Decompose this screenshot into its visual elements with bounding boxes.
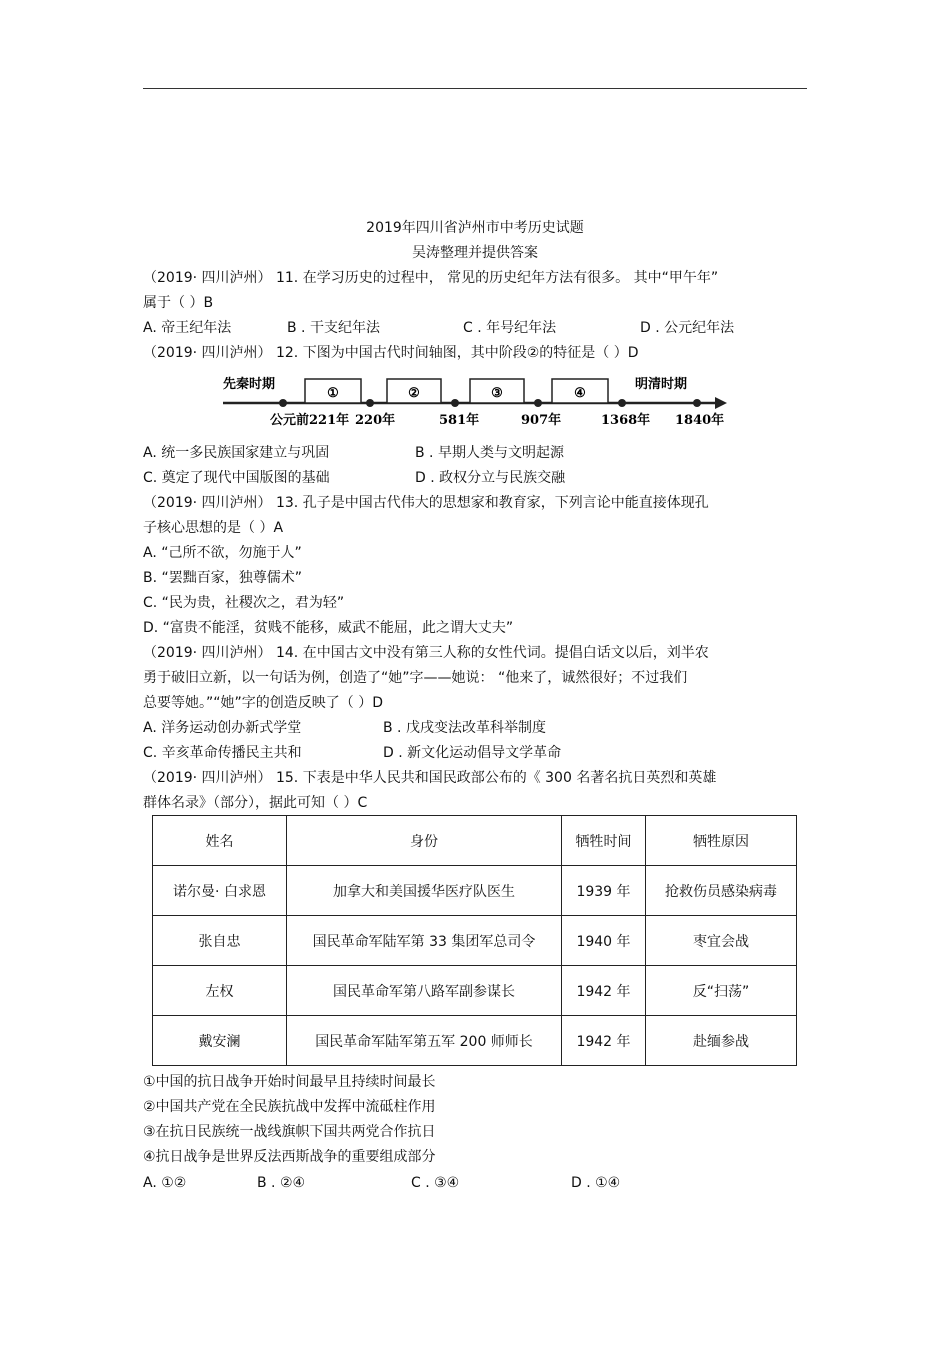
table-header: 身份 xyxy=(287,816,562,866)
timeline-tick-dot xyxy=(693,399,701,407)
timeline-tick-dot xyxy=(534,399,542,407)
table-row xyxy=(153,866,797,916)
q12-stem-line1: （2019· 四川泸州） 12. 下图为中国古代时间轴图，其中阶段②的特征是（ ）D xyxy=(143,345,639,361)
timeline-stage-2: ② xyxy=(408,386,420,401)
table-cell: 1942 年 xyxy=(562,1016,646,1066)
q13-stem-line1: （2019· 四川泸州） 13. 孔子是中国古代伟大的思想家和教育家，下列言论中能直接体现孔 xyxy=(143,495,709,511)
table-row xyxy=(153,1016,797,1066)
table-cell: 反“扫荡” xyxy=(646,966,797,1016)
table-cell: 1939 年 xyxy=(562,866,646,916)
table-cell: 国民革命军第八路军副参谋长 xyxy=(287,966,562,1016)
q11-stem-line2: 属于（ ）B xyxy=(143,295,214,311)
timeline-arrow xyxy=(715,397,727,409)
q13-option-c: C. “民为贵，社稷次之，君为轻” xyxy=(143,595,345,611)
timeline-tick-label: 1368年 xyxy=(601,413,651,428)
q14-stem-line2: 勇于破旧立新，以一句话为例，创造了“她”字——她说： “他来了，诚然很好；不过我们 xyxy=(143,670,688,686)
q15-stem-line2: 群体名录》（部分），据此可知（ ）C xyxy=(143,795,368,811)
q11-option-d: D . 公元纪年法 xyxy=(640,320,735,336)
q12-option-b: B . 早期人类与文明起源 xyxy=(415,445,564,461)
table-row xyxy=(153,966,797,1016)
q14-option-d: D . 新文化运动倡导文学革命 xyxy=(383,745,562,761)
table-cell: 1942 年 xyxy=(562,966,646,1016)
heroes-table xyxy=(152,815,797,1066)
timeline-tick-dot xyxy=(618,399,626,407)
table-cell: 诺尔曼· 白求恩 xyxy=(153,866,287,916)
q14-option-a: A. 洋务运动创办新式学堂 xyxy=(143,720,302,736)
timeline-tick-dot xyxy=(366,399,374,407)
q15-option-d: D . ①④ xyxy=(571,1175,621,1191)
timeline-tick-label: 公元前221年 xyxy=(270,413,350,428)
q15-statement-3: ③在抗日民族统一战线旗帜下国共两党合作抗日 xyxy=(143,1124,436,1140)
table-cell: 赴缅参战 xyxy=(646,1016,797,1066)
table-cell: 枣宜会战 xyxy=(646,916,797,966)
table-cell: 国民革命军陆军第 33 集团军总司令 xyxy=(287,916,562,966)
q13-option-a: A. “己所不欲，勿施于人” xyxy=(143,545,302,561)
timeline-tick-dot xyxy=(451,399,459,407)
table-header-row xyxy=(153,816,797,866)
table-cell: 1940 年 xyxy=(562,916,646,966)
q14-stem-line3: 总要等她。”“她”字的创造反映了（ ）D xyxy=(143,695,383,711)
timeline-tick-label: 1840年 xyxy=(675,413,725,428)
q11-stem-line1: （2019· 四川泸州） 11. 在学习历史的过程中， 常见的历史纪年方法有很多。 其中“甲午年” xyxy=(143,270,719,286)
q15-statement-1: ①中国的抗日战争开始时间最早且持续时间最长 xyxy=(143,1074,436,1090)
timeline-tick-label: 220年 xyxy=(355,413,396,428)
q15-statement-2: ②中国共产党在全民族抗战中发挥中流砥柱作用 xyxy=(143,1099,436,1115)
q12-option-a: A. 统一多民族国家建立与巩固 xyxy=(143,445,330,461)
table-cell: 抢救伤员感染病毒 xyxy=(646,866,797,916)
table-cell: 国民革命军陆军第五军 200 师师长 xyxy=(287,1016,562,1066)
q15-statement-4: ④抗日战争是世界反法西斯战争的重要组成部分 xyxy=(143,1149,436,1165)
q13-option-d: D. “富贵不能淫，贫贱不能移，威武不能屈，此之谓大丈夫” xyxy=(143,620,514,636)
table-row xyxy=(153,916,797,966)
timeline-stage-3: ③ xyxy=(491,386,503,401)
q13-option-b: B. “罢黜百家，独尊儒术” xyxy=(143,570,303,586)
q15-option-c: C . ③④ xyxy=(411,1175,460,1191)
q11-option-a: A. 帝王纪年法 xyxy=(143,320,232,336)
q14-option-b: B . 戊戌变法改革科举制度 xyxy=(383,720,546,736)
timeline-tick-label: 581年 xyxy=(439,413,480,428)
table-cell: 张自忠 xyxy=(153,916,287,966)
q13-stem-line2: 子核心思想的是（ ）A xyxy=(143,520,284,536)
timeline-left-label: 先秦时期 xyxy=(223,377,276,392)
timeline-stage-1: ① xyxy=(327,386,339,401)
q11-option-b: B . 干支纪年法 xyxy=(287,320,380,336)
header-rule xyxy=(143,88,807,89)
table-header: 姓名 xyxy=(153,816,287,866)
timeline-stage-4: ④ xyxy=(574,386,586,401)
table-cell: 戴安澜 xyxy=(153,1016,287,1066)
timeline-tick-dot xyxy=(279,399,287,407)
q11-option-c: C . 年号纪年法 xyxy=(463,320,557,336)
q14-option-c: C. 辛亥革命传播民主共和 xyxy=(143,745,302,761)
timeline-right-label: 明清时期 xyxy=(635,377,688,392)
doc-title: 2019年四川省泸州市中考历史试题 xyxy=(366,220,584,236)
table-cell: 左权 xyxy=(153,966,287,1016)
doc-subtitle: 吴涛整理并提供答案 xyxy=(412,245,538,261)
table-header: 牺牲时间 xyxy=(562,816,646,866)
q12-option-d: D . 政权分立与民族交融 xyxy=(415,470,566,486)
table-cell: 加拿大和美国援华医疗队医生 xyxy=(287,866,562,916)
q14-stem-line1: （2019· 四川泸州） 14. 在中国古文中没有第三人称的女性代词。提倡白话文以后，刘半农 xyxy=(143,645,709,661)
timeline-diagram xyxy=(215,370,735,430)
q15-option-b: B . ②④ xyxy=(257,1175,306,1191)
timeline-tick-label: 907年 xyxy=(521,413,562,428)
q12-option-c: C. 奠定了现代中国版图的基础 xyxy=(143,470,330,486)
q15-stem-line1: （2019· 四川泸州） 15. 下表是中华人民共和国民政部公布的《 300 名著名抗日英烈和英雄 xyxy=(143,770,717,786)
q15-option-a: A. ①② xyxy=(143,1175,187,1191)
table-header: 牺牲原因 xyxy=(646,816,797,866)
